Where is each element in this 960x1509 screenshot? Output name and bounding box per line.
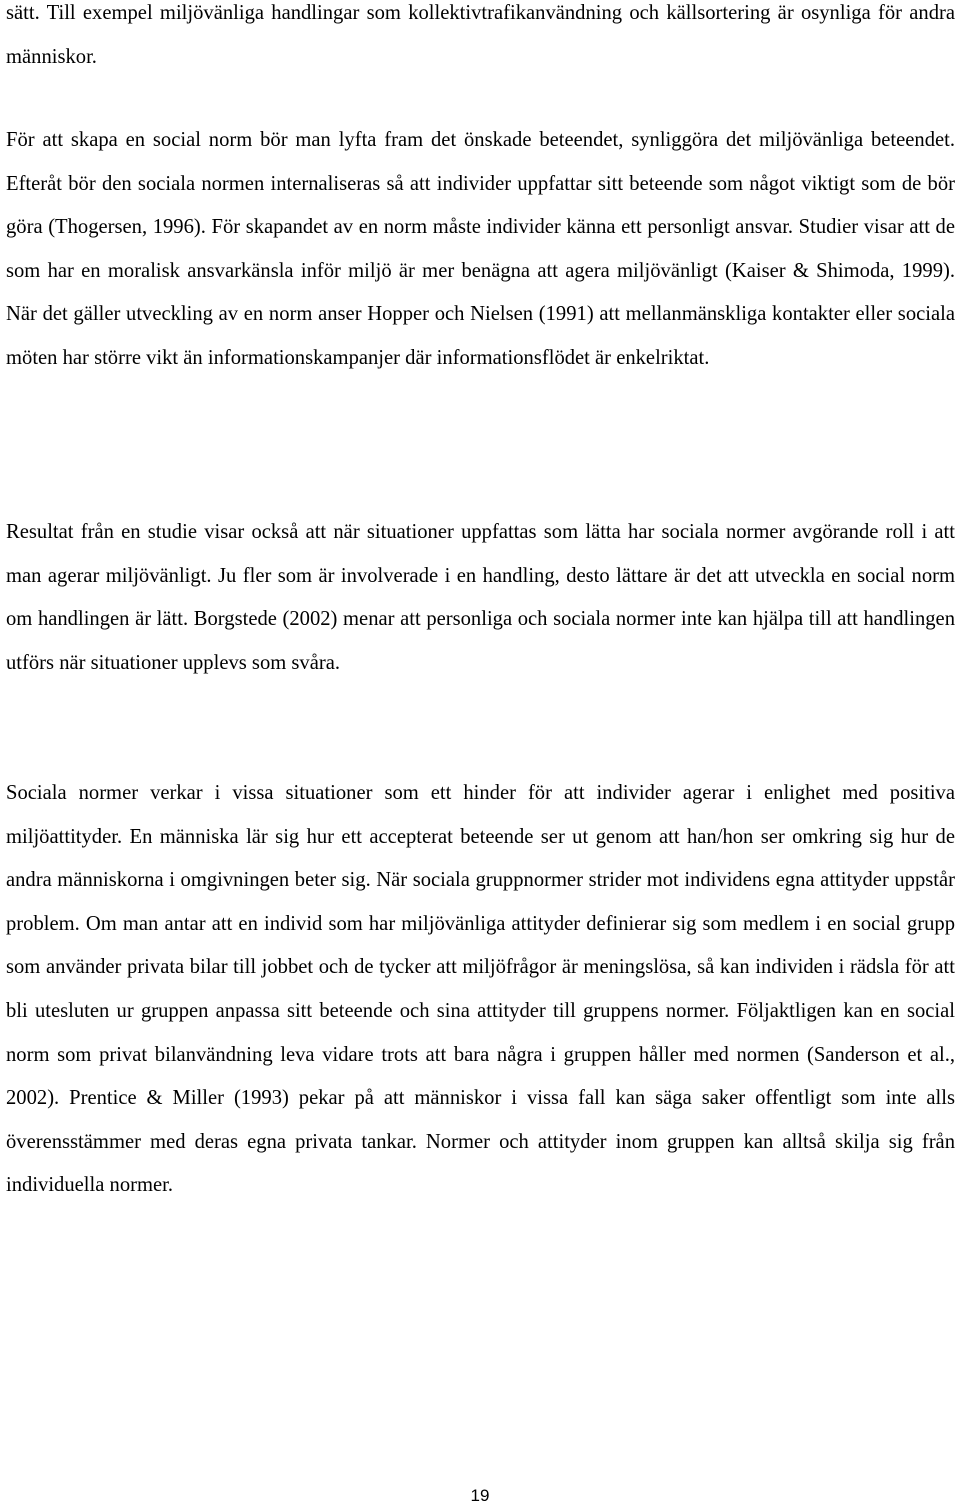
page-number: 19 [470, 1486, 490, 1505]
paragraph-2: För att skapa en social norm bör man lyfta fram det önskade beteendet, synliggöra det miljövänliga beteendet. Efteråt bör den sociala normen internaliseras så att individer uppfattar sitt beteende som något viktigt som de bör göra (Thogersen, 1996). För skapandet av en norm måste individer känna ett personligt ansvar. Studier visar att de som har en moralisk ansvarkänsla inför miljö är mer benägna att agera miljövänligt (Kaiser & Shimoda, 1999). När det gäller utveckling av en norm anser Hopper och Nielsen (1991) att mellanmänskliga kontakter eller sociala möten har större vikt än informationskampanjer där informationsflödet är enkelriktat. [6, 129, 955, 369]
paragraph-4: Sociala normer verkar i vissa situationer som ett hinder för att individer agerar i enlighet med positiva miljöattityder. En människa lär sig hur ett accepterat beteende ser ut genom att han/hon ser omkring sig hur de andra människorna i omgivningen beter sig. När sociala gruppnormer strider mot individens egna attityder uppstår problem. Om man antar att en individ som har miljövänliga attityder definierar sig som medlem i en social grupp som använder privata bilar till jobbet och de tycker att miljöfrågor är meningslösa, så kan individen i rädsla för att bli utesluten ur gruppen anpassa sitt beteende och sina attityder till gruppens normer. Följaktligen kan en social norm som privat bilanvändning leva vidare trots att bara några i gruppen håller med normen (Sanderson et al., 2002). Prentice & Miller (1993) pekar på att människor i vissa fall kan säga saker offentligt som inte alls överensstämmer med deras egna privata tankar. Normer och attityder inom gruppen kan alltså skilja sig från individuella normer. [6, 782, 955, 1197]
paragraph-1: sätt. Till exempel miljövänliga handlingar som kollektivtrafikanvändning och källsortering är osynliga för andra människor. [6, 2, 955, 68]
paragraph-3: Resultat från en studie visar också att när situationer uppfattas som lätta har sociala normer avgörande roll i att man agerar miljövänligt. Ju fler som är involverade i en handling, desto lättare är det att utveckla en social norm om handlingen är lätt. Borgstede (2002) menar att personliga och sociala normer inte kan hjälpa till att handlingen utförs när situationer upplevs som svåra. [6, 521, 955, 674]
